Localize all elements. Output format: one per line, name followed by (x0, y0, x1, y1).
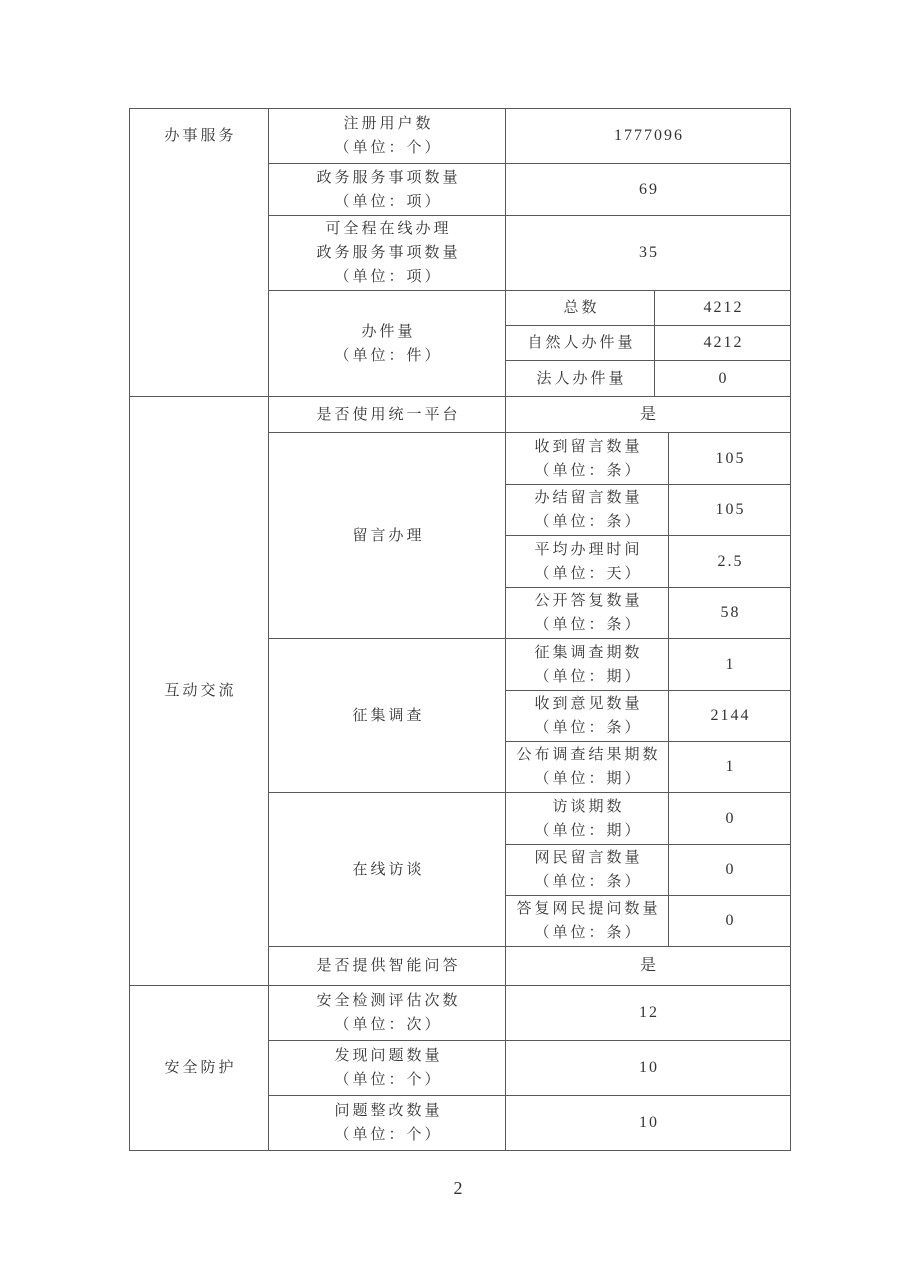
label-text: 办件量 (361, 323, 416, 340)
unit-text: （单位：个） (334, 140, 443, 156)
unit-text: （单位：条） (534, 720, 643, 736)
subrow-public-replies-label (506, 588, 669, 639)
row-problems-found-value: 10 (506, 1041, 791, 1096)
section-label-office-services: 办事服务 (130, 109, 269, 397)
row-message-handling-label: 留言办理 (269, 433, 506, 639)
label-text: 安全检测评估次数 (316, 993, 461, 1009)
label-text: 办结留言数量 (534, 490, 643, 506)
row-service-items-label (269, 164, 506, 216)
subrow-public-replies-value: 58 (669, 588, 791, 639)
row-surveys-label: 征集调查 (269, 639, 506, 793)
unit-text: （单位：条） (534, 874, 643, 890)
unit-text: （单位：个） (334, 1072, 443, 1088)
label-text: 公布调查结果期数 (516, 747, 661, 763)
row-unified-platform-label: 是否使用统一平台 (269, 397, 506, 433)
subrow-legal-person-cases-label: 法人办件量 (506, 361, 655, 397)
subrow-completed-messages-label (506, 485, 669, 536)
table-row (130, 109, 791, 164)
subrow-netizen-messages-label (506, 845, 669, 896)
report-table (129, 108, 791, 1151)
table-row (130, 986, 791, 1041)
row-unified-platform-value: 是 (506, 397, 791, 433)
label-text: 注册用户数 (343, 116, 434, 132)
label-text: 可全程在线办理 (325, 221, 452, 237)
row-problems-found-label (269, 1041, 506, 1096)
subrow-avg-processing-time-label (506, 536, 669, 588)
row-cases-handled-label (269, 291, 506, 397)
unit-text: （单位：个） (334, 1127, 443, 1143)
subrow-netizen-messages-value: 0 (669, 845, 791, 896)
subrow-netizen-replies-value: 0 (669, 896, 791, 947)
label-text: 访谈期数 (552, 798, 625, 815)
subrow-opinions-received-label (506, 691, 669, 742)
subrow-interview-periods-label (506, 793, 669, 845)
unit-text: （单位：天） (534, 565, 643, 582)
subrow-interview-periods-value: 0 (669, 793, 791, 845)
label-text: 征集调查期数 (534, 644, 643, 661)
label-text: 收到留言数量 (534, 438, 643, 455)
row-security-assessments-label (269, 986, 506, 1041)
label-text: 平均办理时间 (534, 541, 643, 558)
row-problems-fixed-label (269, 1096, 506, 1151)
row-security-assessments-value: 12 (506, 986, 791, 1041)
subrow-received-messages-label (506, 433, 669, 485)
row-registered-users-label (269, 109, 506, 164)
row-online-service-items-label (269, 216, 506, 291)
unit-text: （单位：项） (334, 269, 443, 285)
label-text: 收到意见数量 (534, 696, 643, 712)
table-row (130, 397, 791, 433)
row-problems-fixed-value: 10 (506, 1096, 791, 1151)
label-text: 政务服务事项数量 (316, 245, 461, 261)
subrow-survey-results-label (506, 742, 669, 793)
subrow-natural-person-cases-value: 4212 (655, 326, 791, 361)
label-text: 答复网民提问数量 (516, 901, 661, 917)
row-service-items-value: 69 (506, 164, 791, 216)
subrow-survey-periods-value: 1 (669, 639, 791, 691)
row-online-interviews-label: 在线访谈 (269, 793, 506, 947)
unit-text: （单位：条） (534, 514, 643, 530)
unit-text: （单位：项） (334, 193, 443, 210)
section-label-security: 安全防护 (130, 986, 269, 1151)
subrow-legal-person-cases-value: 0 (655, 361, 791, 397)
subrow-avg-processing-time-value: 2.5 (669, 536, 791, 588)
row-smart-qa-label: 是否提供智能问答 (269, 947, 506, 986)
label-text: 网民留言数量 (534, 850, 643, 866)
subrow-received-messages-value: 105 (669, 433, 791, 485)
unit-text: （单位：件） (334, 347, 443, 364)
section-label-interaction: 互动交流 (130, 397, 269, 986)
subrow-survey-periods-label (506, 639, 669, 691)
row-smart-qa-value: 是 (506, 947, 791, 986)
subrow-total-cases-label: 总数 (506, 291, 655, 326)
unit-text: （单位：期） (534, 668, 643, 685)
label-text: 公开答复数量 (534, 593, 643, 609)
unit-text: （单位：条） (534, 925, 643, 941)
unit-text: （单位：次） (334, 1017, 443, 1033)
subrow-completed-messages-value: 105 (669, 485, 791, 536)
row-online-service-items-value: 35 (506, 216, 791, 291)
subrow-natural-person-cases-label: 自然人办件量 (506, 326, 655, 361)
subrow-total-cases-value: 4212 (655, 291, 791, 326)
unit-text: （单位：条） (534, 462, 643, 479)
unit-text: （单位：期） (534, 771, 643, 787)
subrow-netizen-replies-label (506, 896, 669, 947)
unit-text: （单位：条） (534, 617, 643, 633)
label-text: 问题整改数量 (334, 1103, 443, 1119)
label-text: 政务服务事项数量 (316, 169, 461, 186)
subrow-opinions-received-value: 2144 (669, 691, 791, 742)
unit-text: （单位：期） (534, 822, 643, 839)
row-registered-users-value: 1777096 (506, 109, 791, 164)
subrow-survey-results-value: 1 (669, 742, 791, 793)
page-number: 2 (453, 1178, 463, 1198)
label-text: 发现问题数量 (334, 1048, 443, 1064)
